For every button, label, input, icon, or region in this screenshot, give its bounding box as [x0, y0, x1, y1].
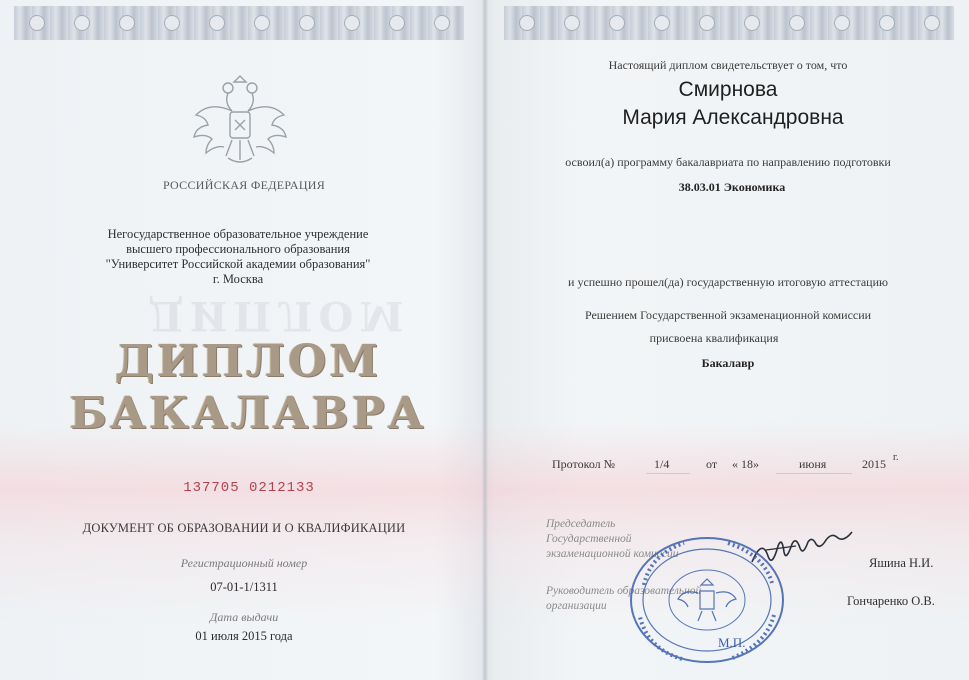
- chair-label-line-3: экзаменационной комиссии: [546, 548, 679, 560]
- coat-of-arms-icon: [188, 68, 292, 172]
- graduate-surname: Смирнова: [678, 78, 778, 101]
- page-fold: [482, 0, 488, 680]
- diploma-serial-number: 137705 0212133: [183, 480, 315, 496]
- issue-date: 01 июля 2015 года: [195, 629, 293, 643]
- security-band-right: [504, 6, 954, 40]
- institution-line-2: высшего профессионального образования: [126, 242, 350, 256]
- protocol-label: Протокол №: [552, 457, 616, 471]
- attestation-text: и успешно прошел(да) государственную итоговую аттестацию: [568, 275, 888, 289]
- title-watermark: ДИПЛОМ: [148, 292, 410, 339]
- official-seal: [628, 535, 786, 665]
- graduate-given-names: Мария Александровна: [622, 106, 844, 129]
- chair-label-line-2: Государственной: [546, 533, 632, 545]
- qualification: Бакалавр: [701, 356, 755, 370]
- protocol-month-underline: [776, 473, 852, 474]
- issue-date-label: Дата выдачи: [209, 610, 279, 624]
- chair-label-line-1: Председатель: [546, 518, 616, 530]
- head-label-line-2: организации: [546, 600, 607, 612]
- institution-city: г. Москва: [212, 272, 264, 286]
- program-text: освоил(а) программу бакалавриата по направлению подготовки: [565, 155, 891, 169]
- registration-number: 07-01-1/1311: [210, 580, 278, 594]
- country-name: РОССИЙСКАЯ ФЕДЕРАЦИЯ: [162, 178, 326, 192]
- diploma-title-line-2: БАКАЛАВРА: [69, 388, 427, 439]
- registration-number-label: Регистрационный номер: [180, 556, 308, 570]
- commission-decision-line-1: Решением Государственной экзаменационной комиссии: [584, 308, 872, 322]
- diploma-title-line-1: ДИПЛОМ: [114, 336, 382, 387]
- protocol-month: июня: [799, 457, 827, 471]
- security-band-left: [14, 6, 464, 40]
- certification-intro: Настоящий диплом свидетельствует о том, что: [608, 58, 848, 72]
- protocol-year-suffix: г.: [893, 452, 899, 463]
- stamp-mark-text: М.П.: [718, 635, 746, 650]
- program-field: 38.03.01 Экономика: [678, 180, 786, 194]
- protocol-year: 2015: [862, 457, 886, 471]
- protocol-number-underline: [646, 473, 690, 474]
- commission-decision-line-2: присвоена квалификация: [649, 331, 779, 345]
- head-name: Гончаренко О.В.: [847, 594, 935, 608]
- institution-line-3: "Университет Российской академии образования": [105, 257, 371, 271]
- protocol-day: « 18»: [732, 457, 759, 471]
- institution-line-1: Негосударственное образовательное учреждение: [107, 227, 369, 241]
- protocol-from: от: [706, 457, 718, 471]
- chair-name: Яшина Н.И.: [869, 556, 934, 570]
- head-label-line-1: Руководитель образовательной: [546, 585, 702, 597]
- document-type: ДОКУМЕНТ ОБ ОБРАЗОВАНИИ И О КВАЛИФИКАЦИИ: [82, 521, 406, 535]
- protocol-number: 1/4: [654, 457, 670, 471]
